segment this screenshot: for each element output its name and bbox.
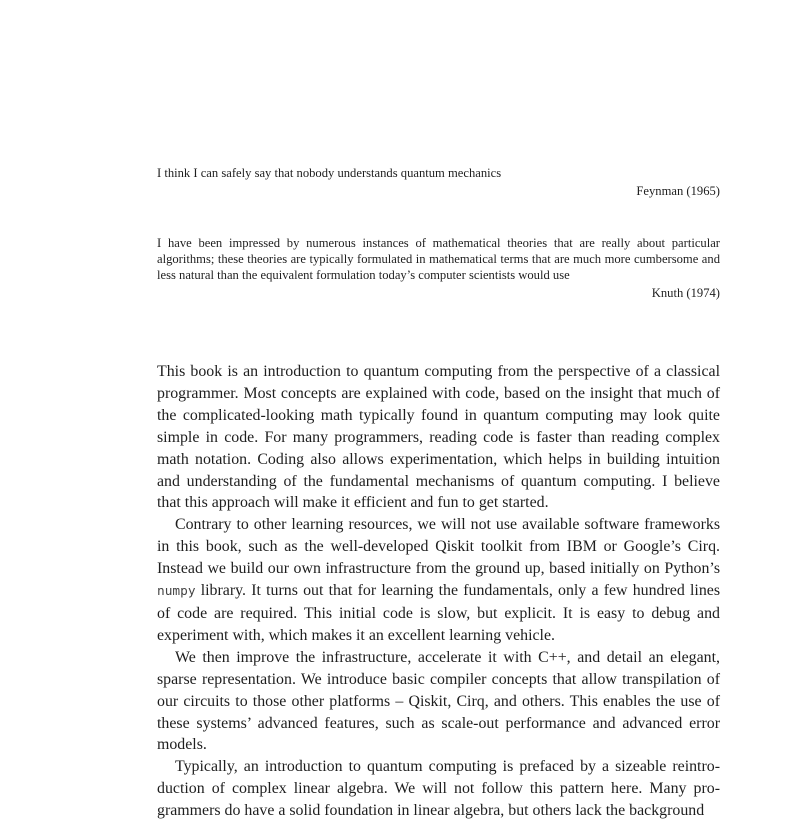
paragraph-infrastructure: We then improve the infrastructure, accelerate it with C++, and detail an elegant, sparse representation. We introduce basic compiler concepts that allow transpilation of our circuits to those other platforms – Qiskit, Cirq, and others. This enables the use of these systems’ advanced features, such as scale-out performance and advanced error models. — [157, 648, 720, 754]
epigraph-feynman — [157, 165, 720, 199]
paragraph-intro: This book is an introduction to quantum computing from the perspective of a classical programmer. Most concepts are explained with code, based on the insight that much of the complicated-looking math typically found in quantum computing may look quite simple in code. For many programmers, reading code is faster than reading complex math notation. Coding also allows experimentation, which helps in building intuition and understanding of the fundamental mechanisms of quantum computing. I believe that this approach will make it efficient and fun to get started. — [157, 363, 720, 512]
body-text — [157, 361, 720, 822]
paragraph-linear-algebra: Typically, an introduction to quantum computing is prefaced by a sizeable reintroduction of complex linear algebra. We will not follow this pattern here. Many programmers do have a solid foundation in linear algebra, but others lack the background — [157, 758, 720, 820]
epigraph-quote: I think I can safely say that nobody understands quantum mechanics — [157, 166, 502, 180]
epigraph-attribution: Knuth (1974) — [651, 286, 720, 300]
inline-code-numpy: numpy — [157, 584, 196, 600]
paragraph-text: library. It turns out that for learning the fundamentals, only a few hundred lines of code are required. This initial code is slow, but explicit. It is easy to debug and experiment with, which makes it an excellent learning vehicle. — [157, 582, 720, 644]
paragraph-text: Contrary to other learning resources, we will not use available software frameworks in this book, such as the well-developed Qiskit toolkit from IBM or Google’s Cirq. Instead we build our own infrastructure from the ground up, based initially on Python’s — [157, 516, 720, 578]
epigraph-attribution: Feynman (1965) — [636, 184, 720, 198]
paragraph-frameworks — [157, 514, 720, 646]
epigraph-quote: I have been impressed by numerous instances of mathematical theories that are really about particular algorithms; these theories are typically formulated in mathematical terms that are much more cumbersome and less natural than the equivalent formulation today’s computer scientists would use — [157, 236, 720, 282]
epigraph-knuth — [157, 235, 720, 301]
